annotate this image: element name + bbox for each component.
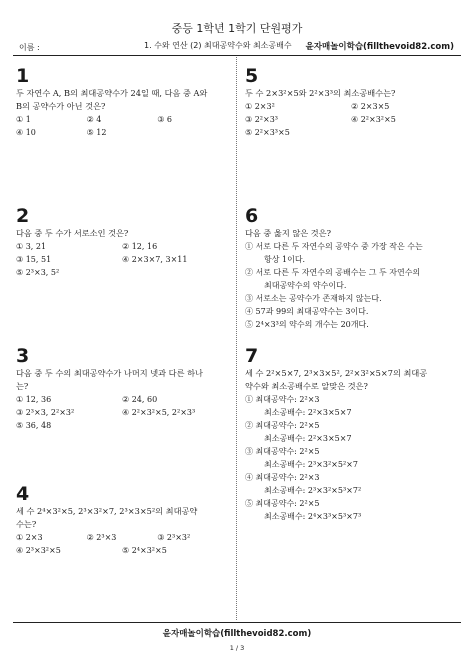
option[interactable]: ④ 2×3×7, 3×11 [122,255,188,264]
question-number: 5 [245,65,259,87]
question-7 [245,346,457,523]
option[interactable]: ⑤ 2⁴×3³의 약수의 개수는 20개다. [245,320,369,329]
option[interactable]: ② 서로 다른 두 자연수의 공배수는 그 두 자연수의 [245,268,421,277]
option[interactable]: ② 2³×3 [86,533,117,542]
question-text [245,227,457,240]
option[interactable]: ③ 2²×3³ [245,115,279,124]
option[interactable]: ① 12, 36 [16,395,52,404]
question-6 [245,206,457,331]
option[interactable]: ① 서로 다른 두 자연수의 공약수 중 가장 작은 수는 [245,242,423,251]
option[interactable]: ③ 15, 51 [16,255,52,264]
name-label: 이름 : [19,43,40,52]
question-number: 3 [16,345,30,367]
option[interactable]: ⑤ 12 [86,128,107,137]
option[interactable]: ② 4 [86,115,102,124]
question-text-line: B의 공약수가 아닌 것은? [16,101,106,111]
option[interactable]: ② 24, 60 [122,395,158,404]
option[interactable]: ⑤ 2³×3, 5² [16,268,60,277]
option-continuation: 최소공배수: 2⁴×3³×5³×7³ [264,512,362,521]
option[interactable]: ② 최대공약수: 2²×5 [245,421,320,430]
option-continuation: 항상 1이다. [264,255,306,264]
column-divider [236,57,237,620]
option[interactable]: ⑤ 2²×3³×5 [245,128,290,137]
option[interactable]: ③ 최대공약수: 2²×5 [245,447,320,456]
question-number: 7 [245,345,259,367]
question-text-line: 두 자연수 A, B의 최대공약수가 24일 때, 다음 중 A와 [16,88,208,98]
option[interactable]: ① 2×3 [16,533,43,542]
option[interactable]: ④ 57과 99의 최대공약수는 3이다. [245,307,369,316]
option[interactable]: ③ 2³×3, 2²×3² [16,408,75,417]
question-text [16,87,228,113]
question-number: 1 [16,65,30,87]
option[interactable]: ① 2×3² [245,102,275,111]
question-text [16,505,228,531]
question-text-line: 두 수 2×3²×5와 2²×3³의 최소공배수는? [245,88,396,98]
header-brand: 윤자매놀이학습(fillthevoid82.com) [305,42,454,52]
question-1 [16,66,228,139]
footer-brand: 윤자매놀이학습(fillthevoid82.com) [162,629,312,639]
option[interactable]: ④ 2²×3²×5, 2²×3³ [122,408,196,417]
question-number: 4 [16,483,30,505]
option[interactable]: ③ 6 [157,115,172,124]
option[interactable]: ① 1 [16,115,31,124]
question-text-line: 다음 중 두 수가 서로소인 것은? [16,228,129,238]
question-3 [16,346,228,432]
question-text-line: 다음 중 옳지 않은 것은? [245,228,331,238]
question-text-line: 세 수 2²×5×7, 2³×3×5², 2²×3²×5×7의 최대공 [245,368,428,378]
option-continuation: 최소공배수: 2²×3×5×7 [264,408,352,417]
option[interactable]: ② 12, 16 [122,242,158,251]
page-number: 1 / 3 [229,644,245,652]
option[interactable]: ④ 2³×3²×5 [16,546,61,555]
page-title: 중등 1학년 1학기 단원평가 [171,22,303,35]
option[interactable]: ④ 10 [16,128,36,137]
header-divider [13,55,461,56]
option-continuation: 최소공배수: 2³×3²×5³×7² [264,486,362,495]
option[interactable]: ⑤ 최대공약수: 2²×5 [245,499,320,508]
question-text [245,87,457,100]
question-text-line: 약수와 최소공배수로 알맞은 것은? [245,381,368,391]
footer-divider [13,622,461,623]
option[interactable]: ① 3, 21 [16,242,47,251]
option[interactable]: ① 최대공약수: 2²×3 [245,395,320,404]
question-number: 6 [245,205,259,227]
question-text-line: 다음 중 두 수의 최대공약수가 나머지 넷과 다른 하나 [16,368,203,378]
option-continuation: 최소공배수: 2²×3×5×7 [264,434,352,443]
question-text-line: 수는? [16,519,37,529]
question-text [16,367,228,393]
question-text [245,367,457,393]
option[interactable]: ③ 서로소는 공약수가 존재하지 않는다. [245,294,382,303]
option-continuation: 최대공약수의 약수이다. [264,281,347,290]
option-continuation: 최소공배수: 2³×3²×5²×7 [264,460,358,469]
question-number: 2 [16,205,30,227]
option[interactable]: ④ 최대공약수: 2²×3 [245,473,320,482]
question-text [16,227,228,240]
unit-title: 1. 수와 연산 (2) 최대공약수와 최소공배수 [144,41,292,50]
question-2 [16,206,228,279]
question-text-line: 세 수 2⁴×3²×5, 2³×3²×7, 2³×3×5²의 최대공약 [16,506,198,516]
option[interactable]: ⑤ 2⁴×3²×5 [122,546,167,555]
question-4 [16,484,228,557]
option[interactable]: ③ 2³×3² [157,533,191,542]
question-5 [245,66,457,139]
question-text-line: 는? [16,381,29,391]
option[interactable]: ⑤ 36, 48 [16,421,52,430]
option[interactable]: ② 2×3×5 [351,102,390,111]
option[interactable]: ④ 2²×3²×5 [351,115,396,124]
